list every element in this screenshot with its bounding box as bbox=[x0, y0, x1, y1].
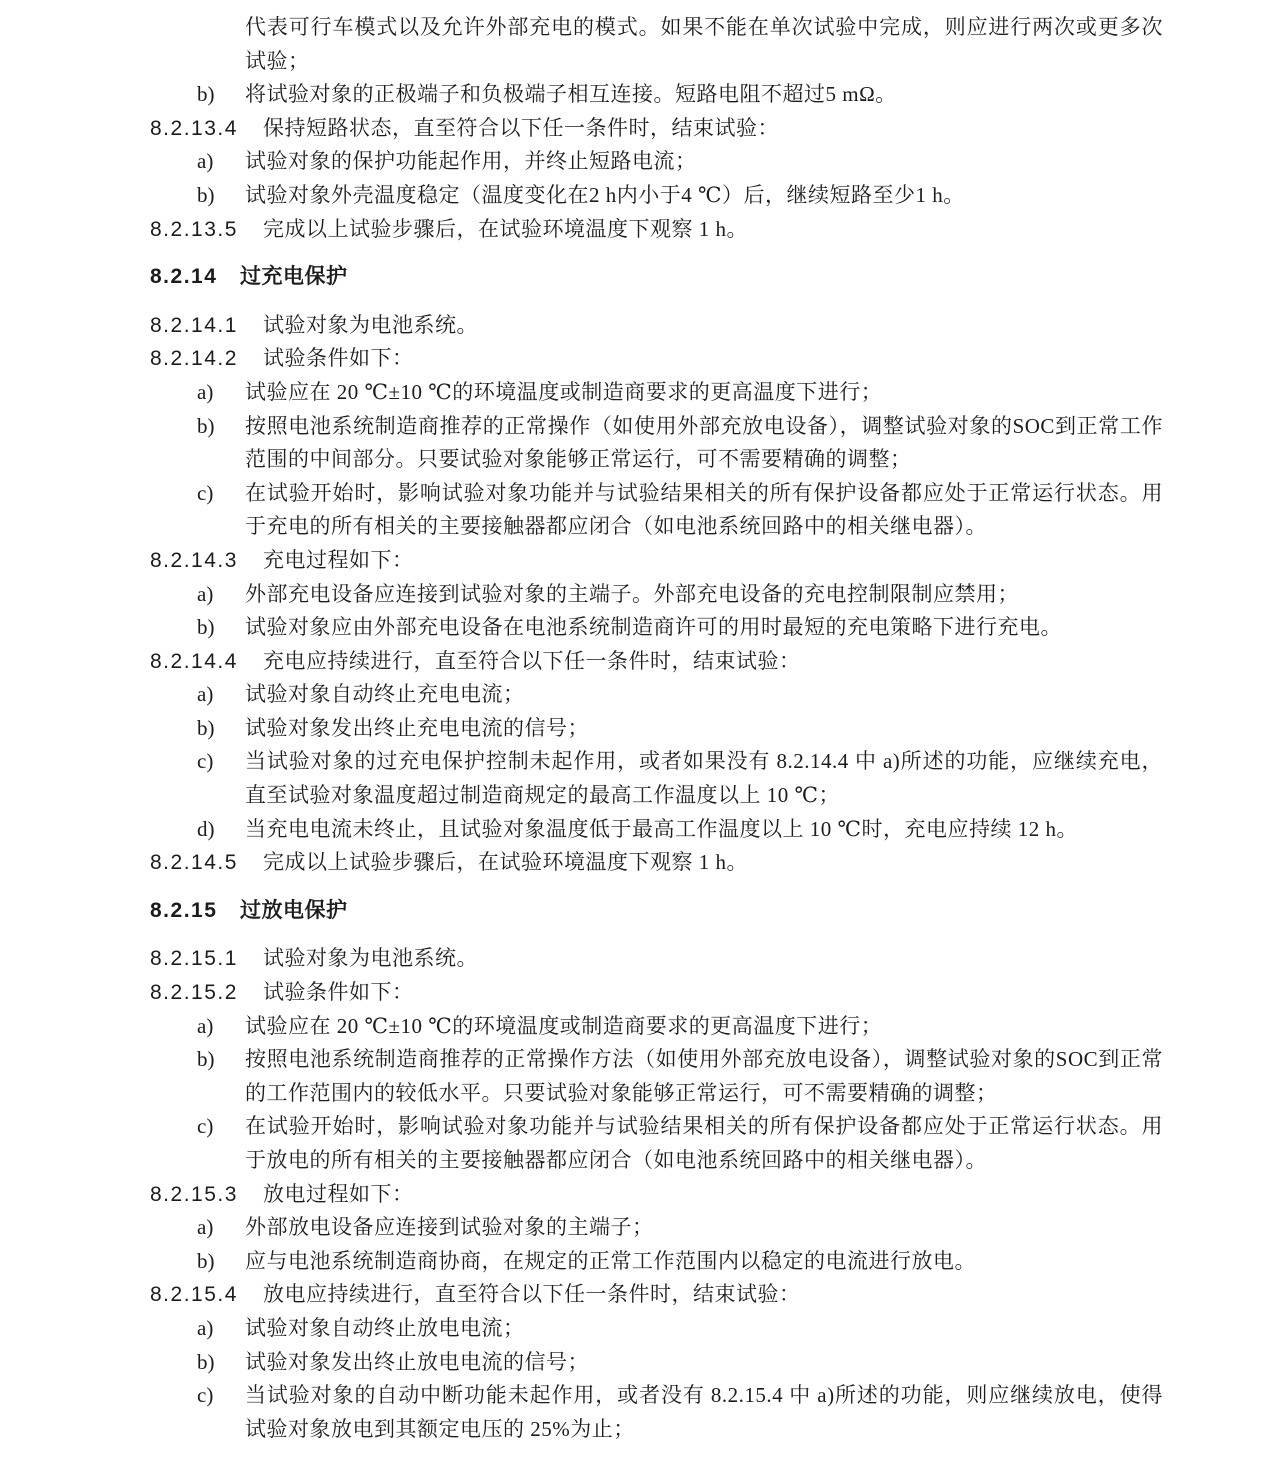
clause-text: 充电应持续进行，直至符合以下任一条件时，结束试验： bbox=[263, 648, 801, 673]
clause-text: 试验对象为电池系统。 bbox=[263, 946, 478, 971]
list-item-text: 应与电池系统制造商协商，在规定的正常工作范围内以稳定的电流进行放电。 bbox=[245, 1248, 976, 1273]
clause-number: 8.2.15.1 bbox=[150, 947, 238, 971]
clause-number: 8.2.15.4 bbox=[150, 1283, 238, 1307]
section-number: 8.2.15 bbox=[150, 898, 218, 922]
list-item-text: 试验对象自动终止充电电流； bbox=[245, 682, 525, 707]
list-item-label: a) bbox=[197, 1215, 214, 1240]
list-item bbox=[197, 410, 1163, 477]
clause-number: 8.2.14.3 bbox=[150, 548, 238, 572]
list-item-text: 试验应在 20 ℃±10 ℃的环境温度或制造商要求的更高温度下进行； bbox=[245, 1013, 883, 1038]
list-item bbox=[197, 611, 1163, 645]
continuation-paragraph bbox=[245, 11, 1163, 78]
list-item-text: 在试验开始时，影响试验对象功能并与试验结果相关的所有保护设备都应处于正常运行状态。用于充电的所有相关的主要接触器都应闭合（如电池系统回路中的相关继电器）。 bbox=[245, 480, 1163, 539]
list-item-text: 试验对象外壳温度稳定（温度变化在2 h内小于4 ℃）后，继续短路至少1 h。 bbox=[245, 182, 965, 207]
list-item-label: a) bbox=[197, 1315, 214, 1340]
clause-paragraph bbox=[150, 544, 1163, 578]
list-item-text: 试验应在 20 ℃±10 ℃的环境温度或制造商要求的更高温度下进行； bbox=[245, 379, 883, 404]
list-item-text: 外部放电设备应连接到试验对象的主端子； bbox=[245, 1215, 654, 1240]
list-item bbox=[197, 1312, 1163, 1346]
list-item bbox=[197, 1110, 1163, 1177]
clause-text: 放电过程如下： bbox=[263, 1181, 414, 1206]
clause-paragraph bbox=[150, 645, 1163, 679]
list-item-label: a) bbox=[197, 682, 214, 707]
clause-paragraph bbox=[150, 342, 1163, 376]
list-item-label: b) bbox=[197, 182, 215, 207]
list-item bbox=[197, 179, 1163, 213]
clause-paragraph bbox=[150, 309, 1163, 343]
continuation-text: 代表可行车模式以及允许外部充电的模式。如果不能在单次试验中完成，则应进行两次或更多次试验； bbox=[245, 15, 1163, 73]
clause-number: 8.2.15.2 bbox=[150, 981, 238, 1005]
clause-text: 充电过程如下： bbox=[263, 547, 414, 572]
list-item-text: 试验对象自动终止放电电流； bbox=[245, 1315, 525, 1340]
list-item-label: a) bbox=[197, 149, 214, 174]
clause-paragraph bbox=[150, 846, 1163, 880]
list-item bbox=[197, 1245, 1163, 1279]
list-item-text: 外部充电设备应连接到试验对象的主端子。外部充电设备的充电控制限制应禁用； bbox=[245, 581, 1019, 606]
list-item-label: b) bbox=[197, 615, 215, 640]
list-item-label: b) bbox=[197, 1248, 215, 1273]
clause-text: 完成以上试验步骤后，在试验环境温度下观察 1 h。 bbox=[263, 850, 748, 875]
list-item bbox=[197, 813, 1163, 847]
list-item-text: 试验对象应由外部充电设备在电池系统制造商许可的用时最短的充电策略下进行充电。 bbox=[245, 615, 1062, 640]
list-item bbox=[197, 1010, 1163, 1044]
list-item bbox=[197, 1379, 1163, 1446]
list-item-text: 按照电池系统制造商推荐的正常操作（如使用外部充放电设备），调整试验对象的SOC到正常工作范围的中间部分。只要试验对象能够正常运行，可不需要精确的调整； bbox=[245, 413, 1163, 472]
clause-number: 8.2.14.2 bbox=[150, 347, 238, 371]
section-number: 8.2.14 bbox=[150, 265, 218, 289]
list-item-label: a) bbox=[197, 379, 214, 404]
clause-paragraph bbox=[150, 213, 1163, 247]
clause-text: 完成以上试验步骤后，在试验环境温度下观察 1 h。 bbox=[263, 216, 748, 241]
clause-number: 8.2.14.5 bbox=[150, 851, 238, 875]
list-item-label: b) bbox=[197, 715, 215, 740]
list-item-text: 试验对象的保护功能起作用，并终止短路电流； bbox=[245, 149, 697, 174]
list-item bbox=[197, 578, 1163, 612]
list-item-label: b) bbox=[197, 82, 215, 107]
list-item-label: c) bbox=[197, 1383, 214, 1408]
list-item bbox=[197, 477, 1163, 544]
clause-paragraph bbox=[150, 942, 1163, 976]
clause-paragraph bbox=[150, 1178, 1163, 1212]
list-item bbox=[197, 145, 1163, 179]
clause-number: 8.2.15.3 bbox=[150, 1182, 238, 1206]
clause-paragraph bbox=[150, 976, 1163, 1010]
list-item bbox=[197, 745, 1163, 812]
section-heading bbox=[150, 260, 1163, 294]
list-item bbox=[197, 78, 1163, 112]
list-item-label: b) bbox=[197, 1349, 215, 1374]
clause-paragraph bbox=[150, 1278, 1163, 1312]
list-item bbox=[197, 1043, 1163, 1110]
list-item bbox=[197, 1346, 1163, 1380]
clause-number: 8.2.13.5 bbox=[150, 217, 238, 241]
list-item-text: 当充电电流未终止，且试验对象温度低于最高工作温度以上 10 ℃时，充电应持续 12 h。 bbox=[245, 816, 1078, 841]
list-item-text: 试验对象发出终止充电电流的信号； bbox=[245, 715, 589, 740]
section-title: 过充电保护 bbox=[240, 265, 348, 289]
list-item bbox=[197, 712, 1163, 746]
list-item-label: d) bbox=[197, 816, 215, 841]
clause-paragraph bbox=[150, 112, 1163, 146]
clause-number: 8.2.13.4 bbox=[150, 116, 238, 140]
list-item-text: 将试验对象的正极端子和负极端子相互连接。短路电阻不超过5 mΩ。 bbox=[245, 82, 897, 107]
list-item-label: b) bbox=[197, 1047, 215, 1072]
clause-text: 试验条件如下： bbox=[263, 346, 414, 371]
clause-text: 保持短路状态，直至符合以下任一条件时，结束试验： bbox=[263, 115, 779, 140]
section-heading bbox=[150, 894, 1163, 928]
list-item-label: a) bbox=[197, 581, 214, 606]
list-item-text: 按照电池系统制造商推荐的正常操作方法（如使用外部充放电设备），调整试验对象的SOC到正常的工作范围内的较低水平。只要试验对象能够正常运行，可不需要精确的调整； bbox=[245, 1047, 1163, 1105]
section-title: 过放电保护 bbox=[240, 898, 348, 922]
list-item-label: c) bbox=[197, 480, 214, 505]
clause-text: 试验条件如下： bbox=[263, 980, 414, 1005]
list-item-text: 试验对象发出终止放电电流的信号； bbox=[245, 1349, 589, 1374]
list-item-text: 当试验对象的自动中断功能未起作用，或者没有 8.2.15.4 中 a)所述的功能，则应继续放电，使得试验对象放电到其额定电压的 25%为止； bbox=[245, 1383, 1163, 1441]
list-item-label: c) bbox=[197, 749, 214, 774]
clause-number: 8.2.14.1 bbox=[150, 313, 238, 337]
clause-text: 试验对象为电池系统。 bbox=[263, 312, 478, 337]
list-item-label: a) bbox=[197, 1013, 214, 1038]
list-item bbox=[197, 376, 1163, 410]
list-item-text: 在试验开始时，影响试验对象功能并与试验结果相关的所有保护设备都应处于正常运行状态。用于放电的所有相关的主要接触器都应闭合（如电池系统回路中的相关继电器）。 bbox=[245, 1114, 1163, 1172]
clause-text: 放电应持续进行，直至符合以下任一条件时，结束试验： bbox=[263, 1282, 801, 1307]
list-item-label: b) bbox=[197, 413, 215, 438]
list-item bbox=[197, 678, 1163, 712]
list-item bbox=[197, 1211, 1163, 1245]
list-item-label: c) bbox=[197, 1114, 214, 1139]
list-item-text: 当试验对象的过充电保护控制未起作用，或者如果没有 8.2.14.4 中 a)所述的功能，应继续充电，直至试验对象温度超过制造商规定的最高工作温度以上 10 ℃； bbox=[245, 749, 1163, 808]
clause-number: 8.2.14.4 bbox=[150, 649, 238, 673]
